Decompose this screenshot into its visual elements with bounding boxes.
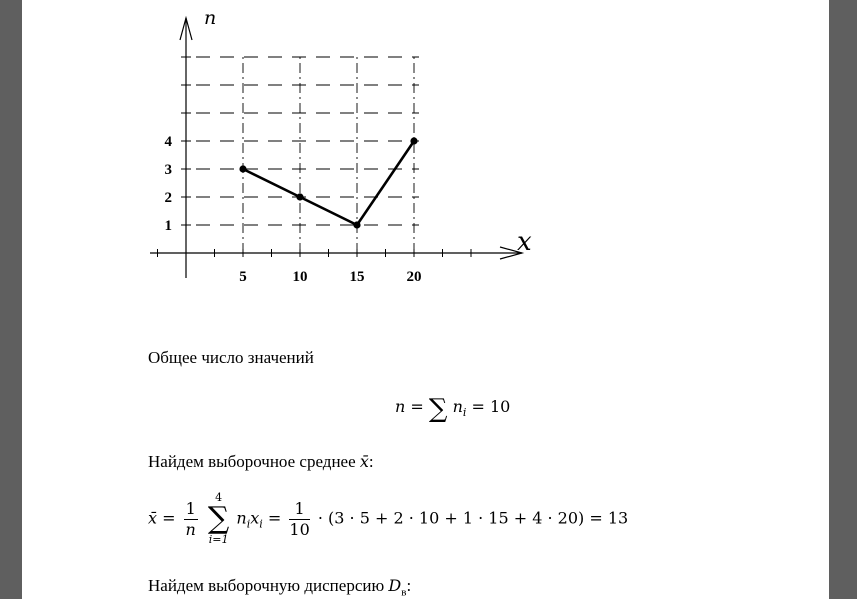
variance-colon: : [406, 576, 412, 595]
variance-sub: в [401, 586, 407, 599]
sample-mean-label [148, 452, 374, 472]
term-x-sub: i [259, 517, 263, 531]
data-point [296, 193, 303, 200]
document-page [22, 0, 829, 599]
x-tick-label: 5 [239, 269, 247, 285]
formula-total-count [395, 394, 510, 424]
formula2-frac2 [289, 499, 309, 540]
frequency-polygon-chart [22, 0, 582, 300]
frac2-den: 10 [289, 519, 310, 539]
sum-sign: ∑ [207, 501, 230, 536]
formula2-frac1 [184, 499, 198, 540]
frac1-num: 1 [185, 498, 196, 518]
formula1-lhs: n [395, 397, 406, 416]
formula1-eq: = [410, 397, 424, 416]
mean-colon: : [368, 452, 374, 471]
frac2-num: 1 [289, 499, 309, 520]
chart-axes [150, 7, 532, 285]
formula-sample-mean [148, 492, 628, 546]
term-n: n [236, 508, 247, 528]
variance-symbol: D [388, 576, 402, 595]
x-tick-label: 15 [349, 269, 365, 285]
formula2-lhs: x̄ = [148, 508, 176, 528]
x-axis-label: x [517, 227, 532, 257]
series-line [243, 141, 414, 225]
term-n-sub: i [246, 517, 251, 531]
mean-symbol: x̄ [359, 452, 369, 471]
sum-lower: i=1 [208, 533, 229, 546]
data-point [410, 137, 417, 144]
sample-variance-label [148, 576, 411, 598]
term-x: x [250, 508, 260, 528]
y-tick-label: 4 [164, 134, 172, 150]
formula1-sub: i [462, 406, 467, 420]
chart-marks [239, 137, 417, 228]
mean-label-text: Найдем выборочное среднее [148, 452, 360, 471]
data-point [239, 165, 246, 172]
total-count-label: Общее число значений [148, 348, 314, 367]
frac1-den: n [185, 519, 196, 539]
y-tick-label: 2 [164, 190, 172, 206]
formula2-rest: · (3 · 5 + 2 · 10 + 1 · 15 + 4 · 20) = 13 [317, 508, 629, 528]
data-point [353, 221, 360, 228]
sum-upper: 4 [215, 491, 223, 504]
x-tick-label: 10 [292, 269, 308, 285]
y-axis-label: n [204, 7, 217, 29]
formula2-sum [208, 492, 229, 546]
formula2-eq: = [267, 508, 282, 528]
y-tick-label: 3 [164, 162, 172, 178]
formula1-term: n [452, 397, 463, 416]
formula1-result: = 10 [471, 397, 511, 416]
x-tick-label: 20 [406, 269, 422, 285]
chart-grid [196, 57, 419, 253]
y-tick-label: 1 [164, 218, 172, 234]
variance-label-text: Найдем выборочную дисперсию [148, 576, 389, 595]
formula1-sum: ∑ [428, 394, 448, 424]
